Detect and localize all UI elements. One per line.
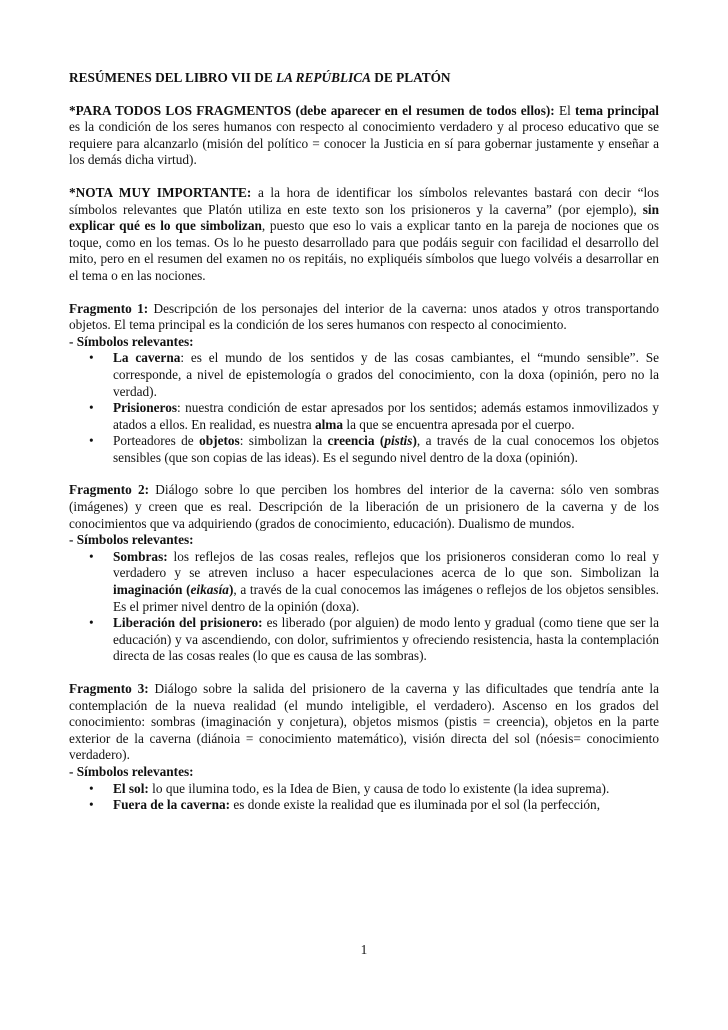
- list-item: • Prisioneros: nuestra condición de estar apresados por los sentidos; además estamos inmovilizados y atados a ellos. En realidad, es nuestra alma la que se encuentra apresada por el cuerpo.: [113, 400, 659, 433]
- list-item: • Sombras: los reflejos de las cosas reales, reflejos que los prisioneros consideran como lo real y verdadero y se atreven incluso a hacer especulaciones acerca de lo que son. Simbolizan la imaginación (eikasía), a través de la cual conocemos las imágenes o reflejos de los objetos sensibles. Es el primer nivel dentro de la opinión (doxa).: [113, 549, 659, 615]
- list-item: • Porteadores de objetos: simbolizan la creencia (pistis), a través de la cual conocemos los objetos sensibles (que son copias de las ideas). Es el segundo nivel dentro de la doxa (opinión).: [113, 433, 659, 466]
- fragment-1-section: [69, 301, 659, 467]
- list-item: • El sol: lo que ilumina todo, es la Idea de Bien, y causa de todo lo existente (la idea suprema).: [113, 781, 659, 798]
- fragment-3-section: [69, 681, 659, 814]
- list-item: • La caverna: es el mundo de los sentidos y de las cosas cambiantes, el “mundo sensible”. Se corresponde, a nivel de epistemología o grados del conocimiento, con la doxa (opinión, pero no la verdad).: [113, 350, 659, 400]
- fragment-2-symbols-heading: - Símbolos relevantes:: [69, 532, 194, 548]
- document-title: RESÚMENES DEL LIBRO VII DE LA REPÚBLICA DE PLATÓN: [69, 70, 451, 85]
- page-number: 1: [360, 942, 368, 957]
- fragment-1-description: Fragmento 1: Descripción de los personajes del interior de la caverna: unos atados y otros transportando objetos. El tema principal es la condición de los seres humanos con respecto al conocimiento.: [69, 300, 659, 333]
- fragment-2-description: Fragmento 2: Diálogo sobre lo que perciben los hombres del interior de la caverna: sólo ven sombras (imágenes) y creen que es real. Descripción de la liberación de un prisionero de la caverna y de los conocimientos que va adquiriendo (grados de conocimiento, educación). Dualismo de mundos.: [69, 482, 659, 531]
- fragment-3-symbols-heading: - Símbolos relevantes:: [69, 763, 194, 779]
- list-item: • Liberación del prisionero: es liberado (por alguien) de modo lento y gradual (como tiene que ser la educación) y va ascendiendo, con dolor, sufrimientos y ofreciendo resistencia, hasta la contemplación directa de las cosas reales (lo que es causa de las sombras).: [113, 615, 659, 665]
- list-item: • Fuera de la caverna: es donde existe la realidad que es iluminada por el sol (la perfección,: [113, 797, 659, 814]
- fragment-2-symbol-list: [69, 549, 659, 665]
- intro-paragraph: *PARA TODOS LOS FRAGMENTOS (debe aparecer en el resumen de todos ellos): El tema principal es la condición de los seres humanos con respecto al conocimiento verdadero y al proceso educativo que se requiere para alcanzarlo (misión del político = conocer la Justicia en sí para gobernar justamente y enseñar a los demás dicha virtud).: [69, 102, 659, 168]
- fragment-2-section: [69, 482, 659, 665]
- fragment-1-symbols-heading: - Símbolos relevantes:: [69, 333, 194, 349]
- fragment-3-symbol-list: [69, 781, 659, 814]
- note-paragraph: *NOTA MUY IMPORTANTE: a la hora de identificar los símbolos relevantes bastará con decir “los símbolos relevantes que Platón utiliza en este texto son los prisioneros y la caverna” (por ejemplo), sin explicar qué es lo que simbolizan, puesto que eso lo vais a explicar tanto en la pareja de nociones que os toque, como en los temas. Os lo he puesto desarrollado para que podáis seguir con facilidad el desarrollo del mito, pero en el resumen del examen no os repitáis, no expliquéis símbolos que luego volvéis a desarrollar en el tema o en las nociones.: [69, 184, 660, 283]
- fragment-1-symbol-list: [69, 350, 659, 466]
- fragment-3-description: Fragmento 3: Diálogo sobre la salida del prisionero de la caverna y las dificultades que tendría ante la contemplación de la nueva realidad (el mundo inteligible, el verdadero). Ascenso en los grados del conocimiento: sombras (imaginación y conjetura), objetos mismos (pistis = creencia), objetos en la parte exterior de la caverna (diánoia = conocimiento matemático), visión directa del sol (nóesis= conocimiento verdadero).: [69, 681, 659, 763]
